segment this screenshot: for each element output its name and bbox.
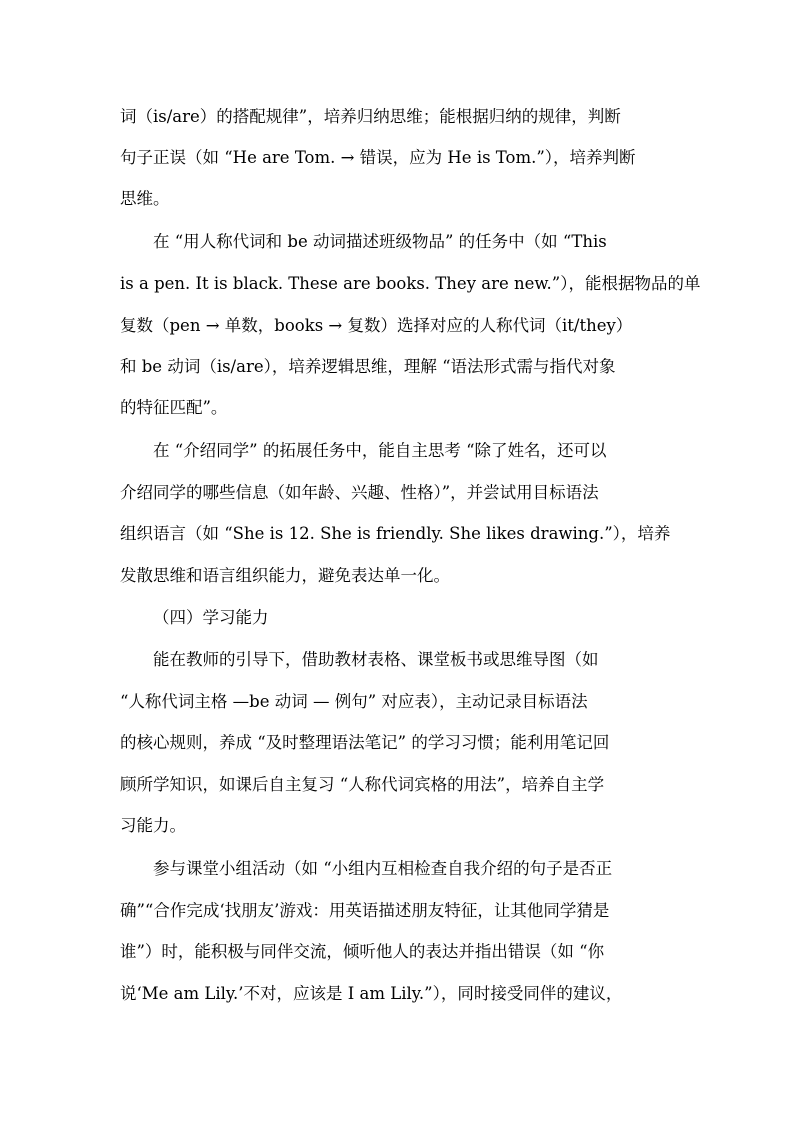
text-line: 发散思维和语言组织能力，避免表达单一化。	[120, 566, 450, 585]
text-line: 在 “介绍同学” 的拓展任务中，能自主思考 “除了姓名，还可以	[153, 441, 607, 460]
text-line: 句子正误（如 “He are Tom. → 错误，应为 He is Tom.”），培养判断	[120, 148, 636, 167]
text-line: 谁”）时，能积极与同伴交流，倾听他人的表达并指出错误（如 “你	[120, 942, 605, 961]
text-line: 词（is/are）的搭配规律”，培养归纳思维；能根据归纳的规律，判断	[120, 107, 621, 126]
text-line: 思维。	[120, 189, 170, 208]
text-line: 和 be 动词（is/are），培养逻辑思维，理解 “语法形式需与指代对象	[120, 357, 616, 376]
text-line: 顾所学知识，如课后自主复习 “人称代词宾格的用法”，培养自主学	[120, 775, 605, 794]
text-line: 确”“合作完成‘找朋友’游戏：用英语描述朋友特征，让其他同学猜是	[120, 901, 610, 920]
text-line: 在 “用人称代词和 be 动词描述班级物品” 的任务中（如 “This	[153, 232, 607, 251]
text-line: 的特征匹配”。	[120, 398, 228, 417]
text-line: is a pen. It is black. These are books. They are new.”），能根据物品的单	[120, 274, 701, 293]
text-line: 参与课堂小组活动（如 “小组内互相检查自我介绍的句子是否正	[153, 859, 613, 878]
section-heading: （四）学习能力	[153, 608, 269, 627]
text-line: 复数（pen → 单数，books → 复数）选择对应的人称代词（it/they）	[120, 316, 633, 335]
text-line: 说‘Me am Lily.’不对，应该是 I am Lily.”），同时接受同伴的建议，	[120, 984, 623, 1003]
text-line: “人称代词主格 —be 动词 — 例句” 对应表），主动记录目标语法	[120, 692, 588, 711]
text-line: 能在教师的引导下，借助教材表格、课堂板书或思维导图（如	[153, 650, 599, 669]
text-line: 的核心规则，养成 “及时整理语法笔记” 的学习习惯；能利用笔记回	[120, 733, 610, 752]
text-line: 组织语言（如 “She is 12. She is friendly. She likes drawing.”），培养	[120, 524, 671, 543]
text-line: 介绍同学的哪些信息（如年龄、兴趣、性格）”，并尝试用目标语法	[120, 483, 599, 502]
text-line: 习能力。	[120, 816, 186, 835]
